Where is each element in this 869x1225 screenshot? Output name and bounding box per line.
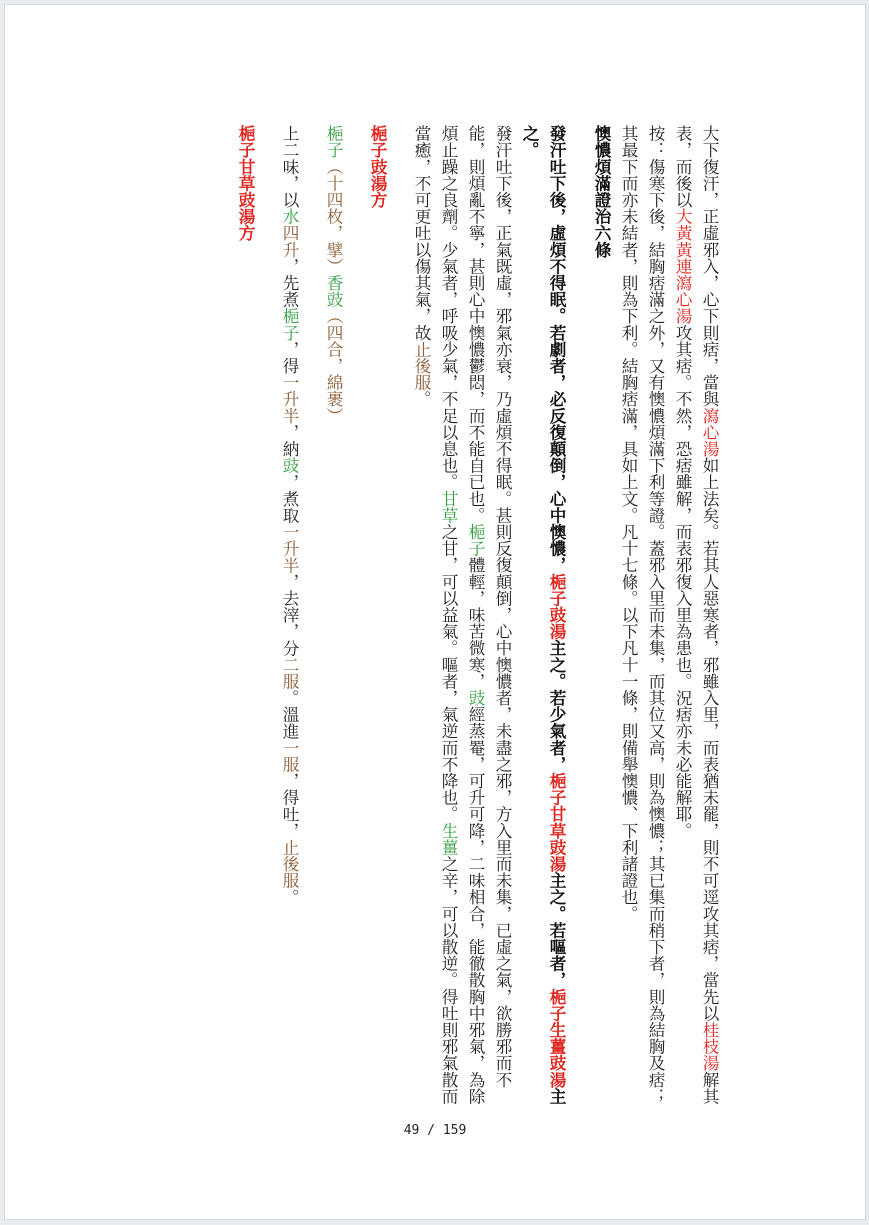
text-run: 體輕，味苦微寒，	[466, 556, 485, 690]
text-run: 主之。	[520, 125, 567, 1105]
dosage-amount: 一服	[280, 739, 299, 773]
herb-name: 豉	[466, 689, 485, 707]
document-page	[4, 4, 866, 1220]
dosage-instruction: 止後服	[280, 838, 299, 889]
formula-title: 梔子甘草豉湯方	[236, 125, 256, 242]
page-number	[5, 1123, 865, 1138]
text-run: ，得吐，	[280, 772, 299, 839]
dosage-amount: 一升半	[280, 374, 299, 424]
herb-formula-name: 梔子甘草豉湯	[547, 772, 567, 873]
text-run: 攻其痞。不然，恐痞雖解，而表邪復入里為患也。況痞亦未必能解耶。	[673, 324, 692, 839]
text-run: 主之。若嘔者，	[547, 872, 567, 989]
paragraph-comment-1	[669, 125, 723, 1105]
page-total: 159	[442, 1123, 467, 1138]
text-run: ，得	[280, 340, 299, 375]
herb-name: 梔子	[466, 523, 485, 557]
text-run: 。	[412, 390, 431, 408]
herb-name: 豉	[280, 457, 299, 474]
text-run: 。	[280, 888, 299, 906]
classic-clause	[516, 125, 570, 1105]
dosage-amount: （四合，綿裹）	[324, 307, 343, 424]
dosage-amount: 一升半	[280, 523, 299, 574]
text-run: ，先煮	[280, 257, 299, 308]
text-run: ，去滓，分	[280, 573, 299, 657]
text-run: 經蒸罨，可升可降，二味相合，能徹散胸中邪氣，為除煩止躁之良劑。少氣者，呼吸少氣，不足以息也。	[439, 125, 485, 1105]
herb-name: 水	[280, 208, 299, 225]
text-run: 之甘，可以益氣。嘔者，氣逆而不降也。	[439, 523, 458, 823]
page-separator: /	[427, 1123, 435, 1138]
text-run: 大下復汗，正虛邪入，心下則痞，當與	[700, 125, 719, 408]
herb-formula-name: 桂枝湯	[700, 1021, 719, 1072]
text-run: 如上法矣。若其人惡寒者，邪雖入里，而表猶未罷，則不可逕攻其痞，當先以	[700, 457, 719, 1022]
herb-name: 甘草	[439, 490, 458, 524]
dosage-amount: 四升	[280, 224, 299, 258]
herb-name: 生薑	[439, 822, 458, 856]
formula-ingredients	[320, 125, 347, 1105]
herb-formula-name: 大黃黃連瀉心湯	[673, 208, 692, 325]
text-run: 解其表，而後以	[673, 125, 719, 1105]
herb-name: 梔子	[280, 307, 299, 341]
text-run: 主之。若少氣者，	[547, 639, 567, 773]
formula-method	[276, 125, 303, 1105]
dosage-amount: 二服	[280, 656, 299, 690]
dosage-amount: （十四枚，擘）	[324, 158, 343, 275]
text-run: 上二味，以	[280, 125, 299, 208]
paragraph-commentary	[408, 125, 516, 1105]
formula-title: 梔子豉湯方	[368, 125, 388, 208]
herb-formula-name: 梔子生薑豉湯	[547, 988, 567, 1088]
section-heading: 懊憹煩滿證治六條	[592, 125, 612, 258]
dosage-instruction: 止後服	[412, 340, 431, 391]
text-run: 發汗吐下後，正氣既虛，邪氣亦衰，乃虛煩不得眠。甚則反復顛倒，心中懊憹者，未盡之邪，方入里而未集，已虛之氣，欲勝邪而不能，則煩亂不寧，甚則心中懊憹鬱悶，而不能自已也。	[466, 125, 512, 1088]
herb-name: 梔子	[324, 125, 343, 159]
text-run: 發汗吐下後，虛煩不得眠。若劇者，必反復顛倒，心中懊憹，	[547, 125, 567, 574]
paragraph-comment-2: 按：傷寒下後，結胸痞滿之外，又有懊憹煩滿下利等證。蓋邪入里而未集，而其位又高，則為懊憹；其已集而稍下者，則為結胸及痞；其最下而亦未結者，則為下利。結胸痞滿，具如上文。凡十七條。以下凡十一條，則備舉懊憹、下利諸證也。	[619, 125, 665, 1105]
herb-formula-name: 瀉心湯	[700, 407, 719, 458]
text-run: ，煮取	[280, 473, 299, 524]
page-current: 49	[403, 1123, 420, 1138]
herb-name: 香豉	[324, 274, 343, 308]
text-run: ，納	[280, 423, 299, 458]
herb-formula-name: 梔子豉湯	[547, 573, 567, 640]
vertical-text-body	[177, 125, 723, 1105]
text-run: 之辛，可以散逆。得吐則邪氣散而當癒，不可更吐以傷其氣，故	[412, 125, 458, 1105]
text-run: 。溫進	[280, 689, 299, 740]
